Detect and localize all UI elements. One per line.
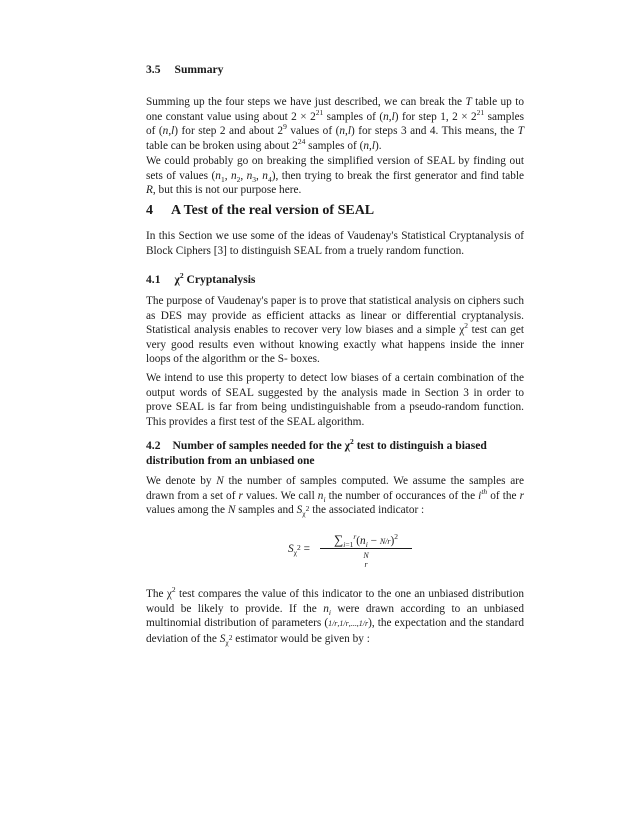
section-number: 4 — [146, 203, 153, 218]
paragraph-text: We denote by N the number of samples computed. We assume the samples are drawn from a set of r values. We call $n_i$ the number of occurances of the $i^{th}$ of the r values among the N samples and $S_{\chi^2}$ the associated indicator : — [146, 475, 524, 519]
section-title: $\chi^2$ Cryptanalysis — [174, 271, 256, 286]
paragraph-text: We intend to use this property to detect low biases of a certain combination of the output words of SEAL suggested by the analysis made in Section 3 in order to prove SEAL is far from being undistinguishable from a pseudo-random function. This provides a first test of the SEAL algorithm. — [146, 372, 524, 428]
equation-lhs: $S_{\chi^2}$ = — [288, 543, 310, 557]
paragraph-4-2-2 — [146, 587, 524, 646]
paragraph-section-4-intro — [146, 229, 524, 258]
equation-numerator: $\sum_{i=1}^r(n_i - N/r)^2$ — [333, 532, 398, 549]
section-4-2 — [146, 438, 524, 468]
section-number: 3.5 — [146, 63, 161, 76]
section-number: 4.1 — [146, 273, 161, 286]
paragraph-text: The $\chi^2$ test compares the value of this indicator to the one an unbiased distribution would be likely to provide. If the $n_i$ were drawn according to an unbiased multinomial distribution of parameters (1/r,1/r,...,1/r), the expectation and the standard deviation of the $S_{\chi^2}$ estimator would be given by : — [146, 585, 524, 647]
section-title: Summary — [174, 63, 224, 76]
equation-chi-square — [288, 533, 408, 573]
paragraph-4-1-2 — [146, 371, 524, 429]
paragraph-summary-2 — [146, 154, 524, 198]
paragraph-text: We could probably go on breaking the simplified version of SEAL by finding out sets of values ($n_1$, $n_2$, $n_3$, $n_4$), then trying to break the first generator and find table R, but this is not our purpose here. — [146, 155, 525, 197]
paragraph-text: In this Section we use some of the ideas of Vaudenay's Statistical Cryptanalysis of Block Ciphers [3] to distinguish SEAL from a truely random function. — [146, 230, 524, 257]
section-3-5 — [146, 62, 524, 77]
section-heading — [146, 272, 524, 287]
section-title: A Test of the real version of SEAL — [171, 203, 375, 218]
section-heading — [146, 202, 524, 219]
section-number: 4.2 — [146, 439, 161, 452]
equation-denominator: N r — [363, 551, 369, 569]
section-4-1 — [146, 272, 524, 287]
section-heading — [146, 62, 524, 77]
section-heading — [146, 438, 524, 468]
paragraph-text: Summing up the four steps we have just described, we can break the T table up to one constant value using about $2 \times 2^{21}$ samples of (n,l) for step 1, $2 \times 2^{21}$ samples of (n,l) for step 2 and about $2^9$ values of (n,l) for steps 3 and 4. This means, the T table can be broken using about $2^{24}$ samples of (n,l). — [146, 96, 524, 152]
paragraph-summary-1 — [146, 95, 524, 153]
equation-fraction — [320, 533, 412, 569]
paragraph-text: The purpose of Vaudenay's paper is to prove that statistical analysis on ciphers such as DES may provide as efficient attacks as linear or differential cryptanalysis. Statistical analysis enables to recover very low biases and a simple $\chi^2$ test can get very good results even without knowing exactly what happens inside the inner loops of the algorithm or the S- boxes. — [146, 295, 524, 366]
paragraph-4-1-1 — [146, 294, 524, 367]
section-4 — [146, 202, 524, 219]
section-title: Number of samples needed for the $\chi^2$ test to distinguish a biased distribution from an unbiased one — [146, 437, 487, 467]
paragraph-4-2-1 — [146, 474, 524, 518]
